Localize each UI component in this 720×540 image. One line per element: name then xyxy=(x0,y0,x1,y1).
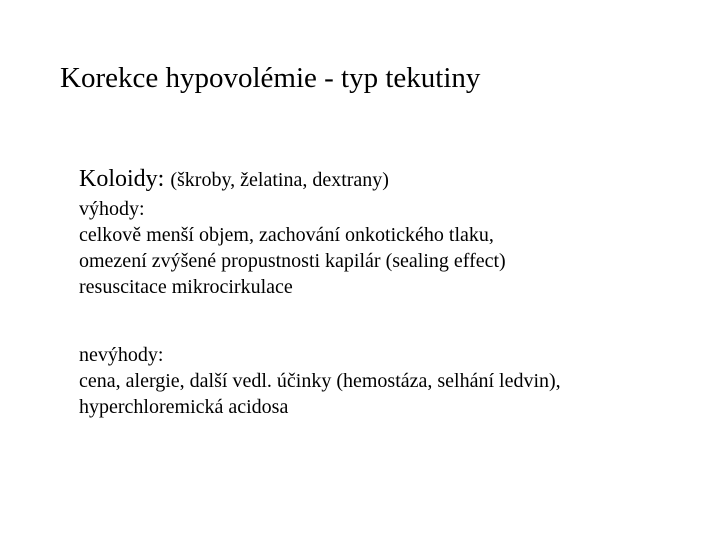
section-spacer xyxy=(79,300,709,342)
advantage-line: celkově menší objem, zachování onkotického tlaku, xyxy=(79,224,494,246)
advantage-line: resuscitace mikrocirkulace xyxy=(79,276,293,298)
colloids-examples: (škroby, želatina, dextrany) xyxy=(170,169,389,191)
disadvantage-line: hyperchloremická acidosa xyxy=(79,396,289,418)
slide-title: Korekce hypovolémie - typ tekutiny xyxy=(60,62,481,94)
slide-content xyxy=(79,163,709,420)
colloids-term: Koloidy: xyxy=(79,166,165,192)
advantages-label: výhody: xyxy=(79,198,145,220)
colloids-heading xyxy=(79,163,709,196)
advantage-line: omezení zvýšené propustnosti kapilár (sealing effect) xyxy=(79,250,506,272)
disadvantage-line: cena, alergie, další vedl. účinky (hemostáza, selhání ledvin), xyxy=(79,370,561,392)
disadvantages-label: nevýhody: xyxy=(79,344,164,366)
